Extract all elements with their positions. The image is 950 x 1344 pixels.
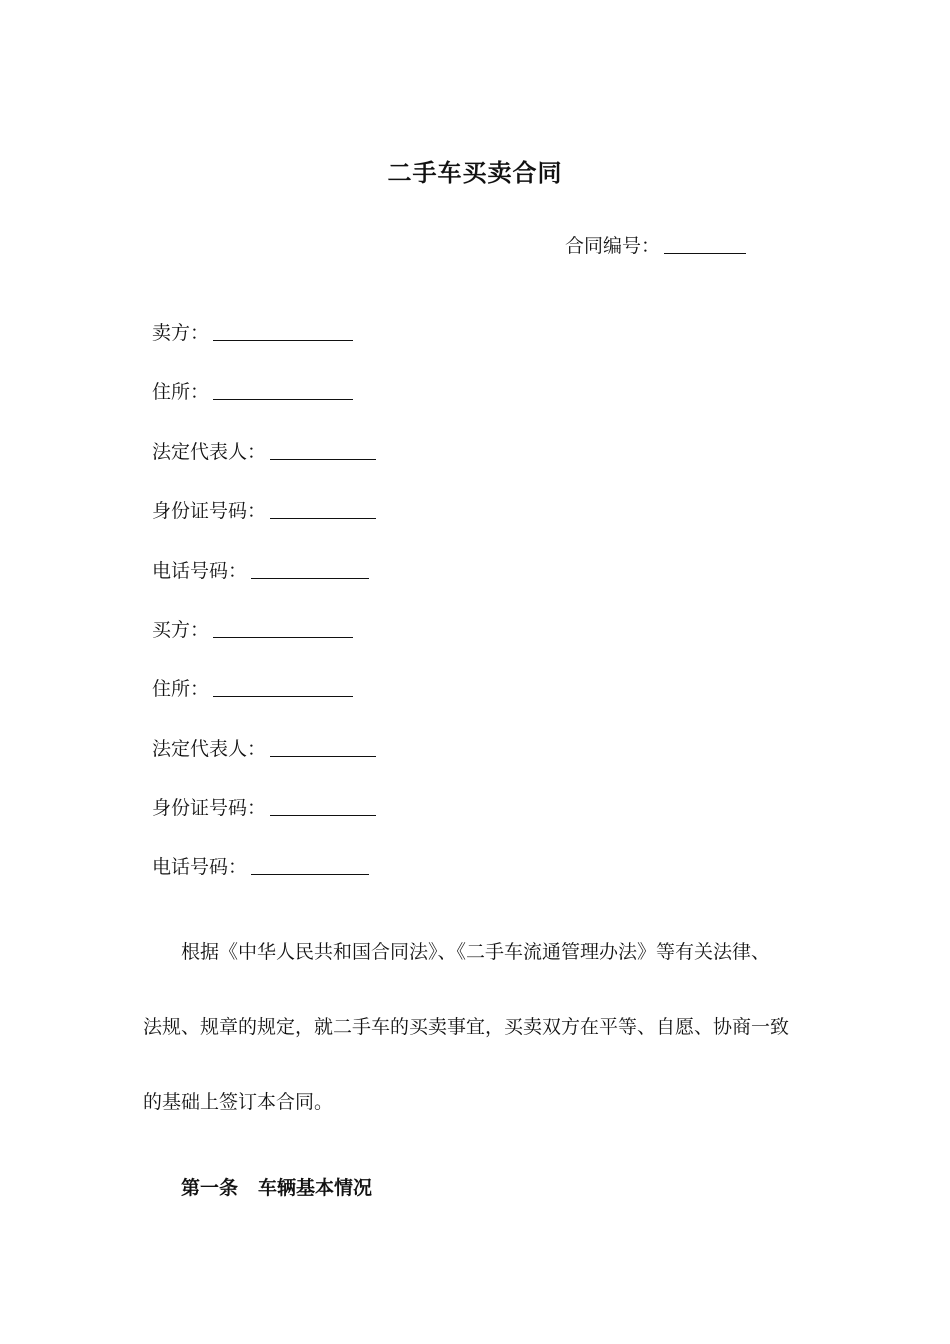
field-label: 法定代表人： — [152, 738, 267, 760]
fill-blank — [270, 814, 376, 816]
fill-blank — [213, 636, 353, 638]
article-title: 车辆基本情况 — [258, 1177, 373, 1199]
preamble-line-3: 的基础上签订本合同。 — [143, 1091, 334, 1113]
document-title: 二手车买卖合同 — [387, 159, 563, 187]
fill-blank — [213, 695, 353, 697]
buyer-name-field — [152, 615, 353, 642]
field-label: 住所： — [152, 381, 210, 403]
fill-blank — [270, 458, 376, 460]
contract-number-label: 合同编号： — [565, 235, 661, 257]
field-label: 住所： — [152, 678, 210, 700]
seller-phone-field — [152, 556, 369, 583]
fill-blank — [270, 755, 376, 757]
field-label: 卖方： — [152, 322, 210, 344]
field-label: 身份证号码： — [152, 500, 267, 522]
fill-blank — [270, 517, 376, 519]
contract-number-blank — [664, 252, 746, 254]
buyer-address-field — [152, 674, 353, 701]
buyer-phone-field — [152, 852, 369, 879]
article-number: 第一条 — [181, 1177, 239, 1199]
article-heading — [181, 1173, 372, 1200]
fill-blank — [213, 398, 353, 400]
seller-name-field — [152, 318, 353, 345]
buyer-id-number-field — [152, 793, 376, 820]
preamble-line-2: 法规、规章的规定，就二手车的买卖事宜，买卖双方在平等、自愿、协商一致 — [143, 1016, 790, 1038]
field-label: 身份证号码： — [152, 797, 267, 819]
seller-id-number-field — [152, 496, 376, 523]
contract-number-field — [565, 231, 746, 258]
buyer-legal-rep-field — [152, 734, 376, 761]
field-label: 买方： — [152, 619, 210, 641]
field-label: 法定代表人： — [152, 441, 267, 463]
seller-legal-rep-field — [152, 437, 376, 464]
preamble-line-1: 根据《中华人民共和国合同法》、《二手车流通管理办法》等有关法律、 — [181, 941, 771, 963]
fill-blank — [213, 339, 353, 341]
seller-address-field — [152, 377, 353, 404]
fill-blank — [251, 577, 369, 579]
field-label: 电话号码： — [152, 856, 248, 878]
fill-blank — [251, 873, 369, 875]
field-label: 电话号码： — [152, 560, 248, 582]
